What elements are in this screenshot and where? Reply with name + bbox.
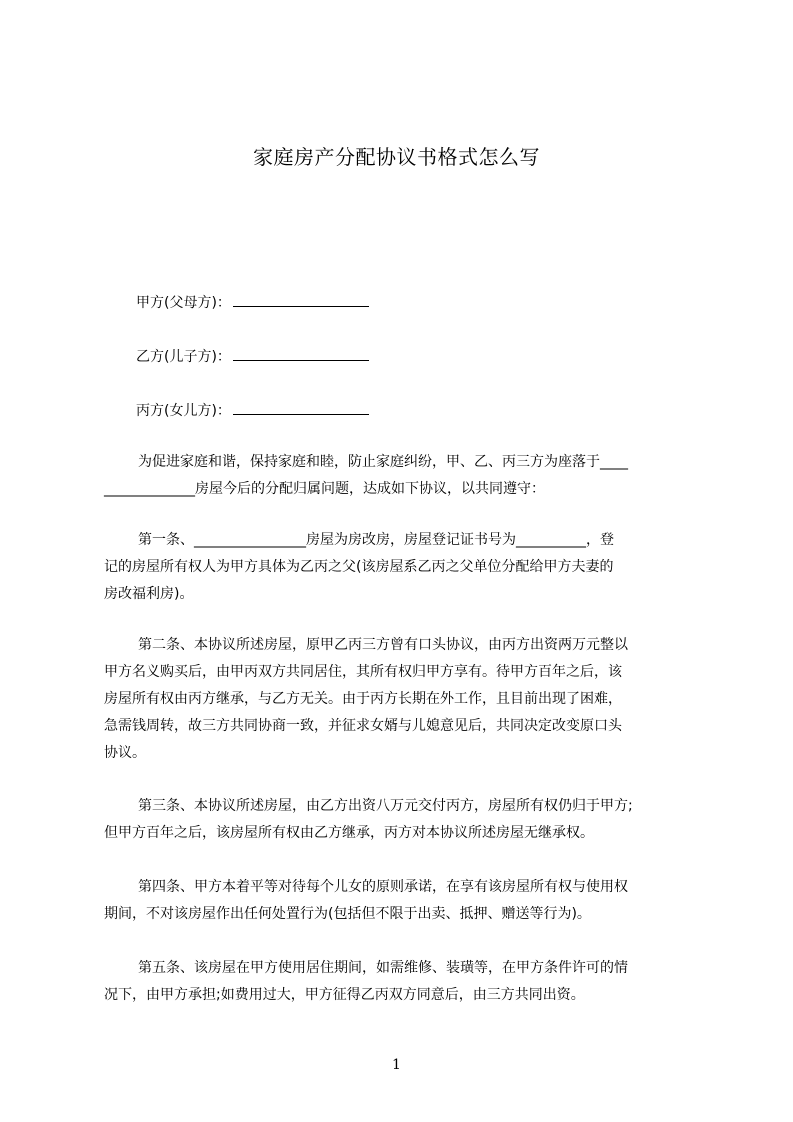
party-jia <box>136 292 369 313</box>
article-line: 甲方名义购买后，由甲丙双方共同居住，其所有权归甲方享有。待甲方百年之后，该 <box>104 664 622 680</box>
document-title: 家庭房产分配协议书格式怎么写 <box>253 145 540 169</box>
article-line: 期间，不对该房屋作出任何处置行为(包括但不限于出卖、抵押、赠送等行为)。 <box>104 906 591 922</box>
party-yi <box>136 346 369 367</box>
preamble-paragraph <box>104 449 704 503</box>
party-jia-label: 甲方(父母方)： <box>136 295 231 311</box>
article-line: 但甲方百年之后，该房屋所有权由乙方继承，丙方对本协议所述房屋无继承权。 <box>104 825 594 841</box>
article-3 <box>104 793 704 847</box>
preamble-line: _____________房屋今后的分配归属问题，达成如下协议，以共同遵守： <box>104 481 545 497</box>
party-yi-blank <box>233 346 369 361</box>
article-line: 房屋所有权由丙方继承，与乙方无关。由于丙方长期在外工作，且目前出现了困难， <box>104 691 622 707</box>
article-line: 第二条、本协议所述房屋，原甲乙丙三方曾有口头协议，由丙方出资两万元整以 <box>138 637 628 653</box>
page-number: 1 <box>392 1057 401 1073</box>
article-line: 第一条、________________房屋为房改房，房屋登记证书号为__________，登 <box>138 532 614 548</box>
party-jia-blank <box>233 292 369 307</box>
party-yi-label: 乙方(儿子方)： <box>136 349 231 365</box>
preamble-line: 为促进家庭和谐，保持家庭和睦，防止家庭纠纷，甲、乙、丙三方为座落于____ <box>138 454 628 470</box>
article-line: 房改福利房)。 <box>104 586 194 602</box>
article-line: 第三条、本协议所述房屋，由乙方出资八万元交付丙方，房屋所有权仍归于甲方; <box>138 798 633 814</box>
article-line: 况下，由甲方承担;如费用过大，甲方征得乙丙双方同意后，由三方共同出资。 <box>104 987 585 1003</box>
article-line: 急需钱周转，故三方共同协商一致，并征求女婿与儿媳意见后，共同决定改变原口头 <box>104 718 622 734</box>
article-1 <box>104 527 704 608</box>
article-line: 第五条、该房屋在甲方使用居住期间，如需维修、装璜等，在甲方条件许可的情 <box>138 960 628 976</box>
article-5 <box>104 955 704 1009</box>
article-4 <box>104 874 704 928</box>
article-2 <box>104 632 704 767</box>
party-bing <box>136 400 369 421</box>
article-line: 第四条、甲方本着平等对待每个儿女的原则承诺，在享有该房屋所有权与使用权 <box>138 879 628 895</box>
article-line: 协议。 <box>104 745 146 761</box>
party-bing-blank <box>233 400 369 415</box>
article-line: 记的房屋所有权人为甲方具体为乙丙之父(该房屋系乙丙之父单位分配给甲方夫妻的 <box>104 559 614 575</box>
party-bing-label: 丙方(女儿方)： <box>136 403 231 419</box>
